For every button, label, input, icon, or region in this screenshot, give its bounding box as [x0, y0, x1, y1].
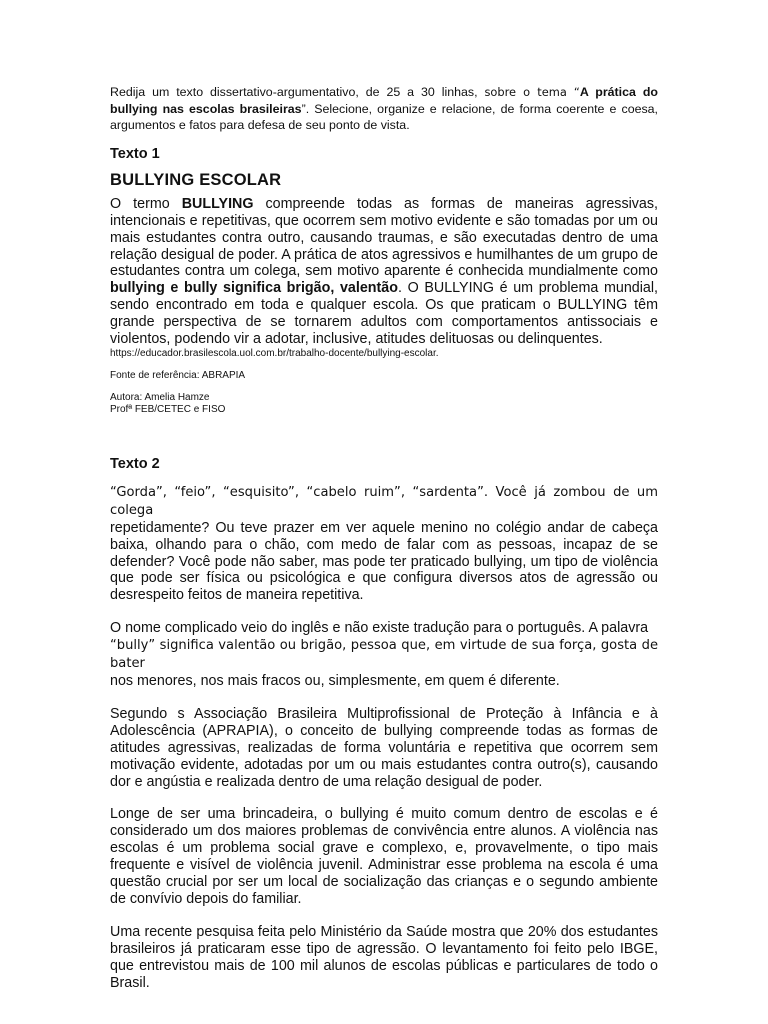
- instructions-suffix: ”. Selecione, organize e relacione, de forma coerente e coesa, argumentos e fatos para defesa de seu ponto de vista.: [110, 101, 658, 133]
- texto2-paragraph-5: Uma recente pesquisa feita pelo Ministério da Saúde mostra que 20% dos estudantes brasileiros já praticaram esse tipo de agressão. O levantamento foi feito pelo IBGE, que entrevistou mais de 100 mil alunos de escolas públicas e particulares de todo o Brasil.: [110, 923, 658, 991]
- texto2-paragraph-4: Longe de ser uma brincadeira, o bullying é muito comum dentro de escolas e é considerado um dos maiores problemas de convivência entre alunos. A violência nas escolas é um problema social grave e complexo, e, provavelmente, o tipo mais frequente e visível de violência juvenil. Administrar esse problema na escola é uma questão crucial por ser um local de socialização das crianças e o segundo ambiente de convívio depois do familiar.: [110, 806, 658, 907]
- texto1-p1-e: . O BULLYING é um problema mundial, sendo encontrado em toda e qualquer escola. Os que praticam o BULLYING têm grande perspectiva de se tornarem adultos com comportamentos antissociais e violentos, podendo vir a adotar, inclusive, atitudes delituosas ou delinquentes.: [110, 280, 658, 348]
- texto1-paragraph: [110, 196, 658, 348]
- texto1-title: BULLYING ESCOLAR: [110, 170, 282, 189]
- instructions-mono-part: sobre o tema “: [484, 85, 580, 99]
- texto2-p2-c: nos menores, nos mais fracos ou, simplesmente, em quem é diferente.: [110, 673, 560, 689]
- texto2-p2-alt: “bully” significa valentão ou brigão, pessoa que, em virtude de sua força, gosta de bater: [110, 638, 658, 672]
- texto2-label: Texto 2: [110, 455, 160, 472]
- document-page: [110, 84, 658, 992]
- texto2-paragraph-3: Segundo s Associação Brasileira Multiprofissional de Proteção à Infância e à Adolescência (APRAPIA), o conceito de bullying compreende todas as formas de atitudes agressivas, realizadas de forma voluntária e repetitiva que ocorrem sem motivação evidente, adotadas por um ou mais estudantes contra outro(s), causando dor e angústia e realizada dentro de uma relação desigual de poder.: [110, 705, 658, 790]
- texto1-prof: Profª FEB/CETEC e FISO: [110, 403, 226, 415]
- texto1-p1-a: O termo: [110, 195, 182, 212]
- instructions-paragraph: [110, 84, 658, 134]
- texto1-p1-b: BULLYING: [181, 195, 254, 212]
- texto1-url: https://educador.brasilescola.uol.com.br/trabalho-docente/bullying-escolar.: [110, 347, 439, 359]
- instructions-prefix: Redija um texto dissertativo-argumentativo, de 25 a 30 linhas,: [110, 85, 485, 99]
- texto1-fonte: Fonte de referência: ABRAPIA: [110, 369, 246, 381]
- texto1-label: Texto 1: [110, 145, 160, 162]
- instructions-theme: A prática do bullying nas escolas brasileiras: [110, 85, 658, 116]
- texto2-p2-a: O nome complicado veio do inglês e não existe tradução para o português. A palavra: [110, 620, 649, 637]
- texto2-p1-alt: “Gorda”, “feio”, “esquisito”, “cabelo ruim”, “sardenta”. Você já zombou de um colega: [110, 484, 658, 518]
- texto2-paragraph-2: [110, 620, 658, 690]
- texto2-p1-rest: repetidamente? Ou teve prazer em ver aquele menino no colégio andar de cabeça baixa, olhando para o chão, com medo de falar com as pessoas, incapaz de se defender? Você pode não saber, mas pode ter praticado bullying, um tipo de violência que pode ser física ou psicológica e que configura diversos atos de agressão ou desrespeito feitos de maneira repetitiva.: [110, 519, 658, 604]
- texto1-autora: Autora: Amelia Hamze: [110, 391, 210, 403]
- texto2-paragraph-1: [110, 484, 658, 604]
- texto1-p1-d: bullying e bully significa brigão, valentão: [110, 280, 398, 297]
- texto1-p1-c: compreende todas as formas de maneiras agressivas, intencionais e repetitivas, que ocorrem sem motivo evidente e são tomadas por um ou mais estudantes contra outro, causando traumas, e são executadas dentro de uma relação desigual de poder. A prática de atos agressivos e humilhantes de um grupo de estudantes contra um colega, sem motivo aparente é conhecida mundialmente como: [110, 195, 658, 280]
